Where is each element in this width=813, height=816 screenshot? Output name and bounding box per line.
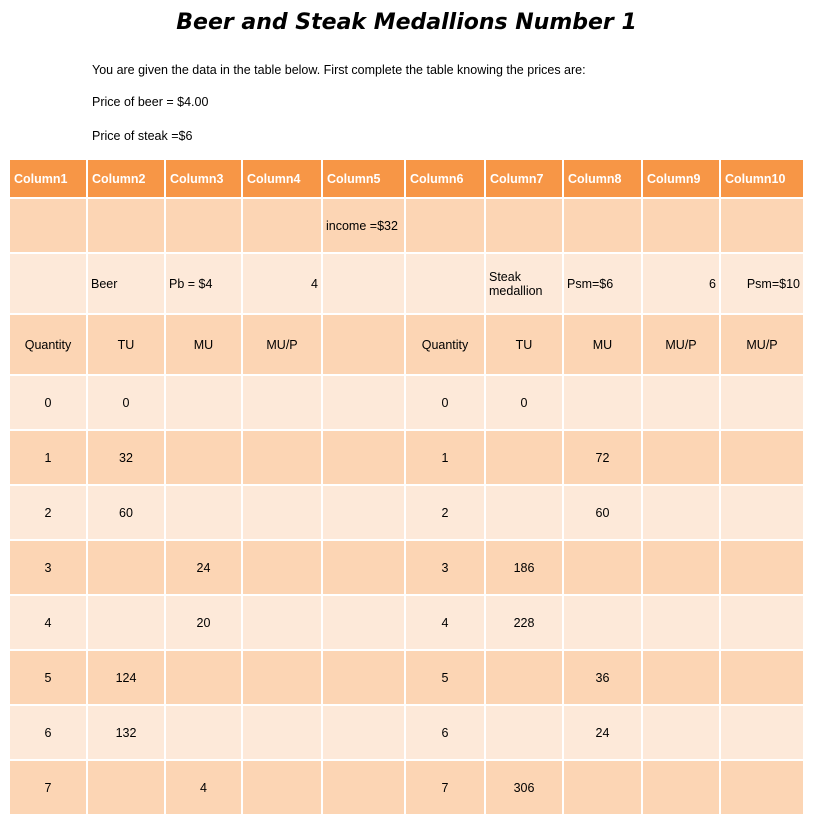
table-cell[interactable] — [243, 486, 321, 541]
header-row — [10, 160, 803, 199]
income-cell[interactable]: income =$32 — [323, 199, 404, 254]
table-cell[interactable] — [643, 596, 719, 651]
table-cell[interactable]: 186 — [486, 541, 562, 596]
table-cell[interactable]: 228 — [486, 596, 562, 651]
table-cell[interactable]: MU/P — [243, 315, 321, 376]
table-cell[interactable]: MU — [166, 315, 241, 376]
table-cell[interactable] — [323, 486, 404, 541]
table-cell[interactable] — [406, 199, 484, 254]
table-cell[interactable] — [643, 199, 719, 254]
table-cell[interactable]: 0 — [10, 376, 86, 431]
table-cell[interactable] — [564, 761, 641, 816]
table-cell[interactable]: MU/P — [643, 315, 719, 376]
table-cell[interactable]: 3 — [406, 541, 484, 596]
header-cell[interactable]: Column3 — [166, 160, 241, 199]
table-cell[interactable]: MU/P — [721, 315, 803, 376]
table-row — [10, 486, 803, 541]
table-cell[interactable]: TU — [88, 315, 164, 376]
table-cell[interactable]: 6 — [10, 706, 86, 761]
table-row — [10, 596, 803, 651]
header-cell[interactable]: Column6 — [406, 160, 484, 199]
table-cell[interactable] — [323, 761, 404, 816]
table-cell[interactable] — [243, 596, 321, 651]
table-cell[interactable] — [721, 431, 803, 486]
table-cell[interactable] — [166, 486, 241, 541]
table-cell[interactable] — [88, 596, 164, 651]
table-cell[interactable]: 60 — [564, 486, 641, 541]
table-cell[interactable] — [323, 431, 404, 486]
table-cell[interactable] — [323, 651, 404, 706]
info-row — [10, 199, 803, 254]
steak-price-cell[interactable]: Psm=$6 — [564, 254, 641, 315]
header-cell[interactable]: Column8 — [564, 160, 641, 199]
table-cell[interactable] — [486, 199, 562, 254]
table-cell[interactable]: 0 — [406, 376, 484, 431]
table-cell[interactable] — [643, 541, 719, 596]
table-cell[interactable] — [643, 376, 719, 431]
table-cell[interactable]: 1 — [406, 431, 484, 486]
table-cell[interactable] — [721, 541, 803, 596]
table-cell[interactable]: 2 — [406, 486, 484, 541]
table-cell[interactable] — [323, 596, 404, 651]
header-cell[interactable]: Column1 — [10, 160, 86, 199]
table-cell[interactable]: 7 — [10, 761, 86, 816]
header-cell[interactable]: Column5 — [323, 160, 404, 199]
table-cell[interactable]: 0 — [88, 376, 164, 431]
table-cell[interactable] — [721, 486, 803, 541]
table-cell[interactable] — [486, 706, 562, 761]
beer-label-cell[interactable]: Beer — [88, 254, 164, 315]
table-cell[interactable] — [721, 596, 803, 651]
steak-price-text: Price of steak =$6 — [92, 129, 193, 143]
header-cell[interactable]: Column10 — [721, 160, 803, 199]
table-cell[interactable]: MU — [564, 315, 641, 376]
table-cell[interactable]: 20 — [166, 596, 241, 651]
table-cell[interactable] — [166, 706, 241, 761]
table-cell[interactable]: 4 — [406, 596, 484, 651]
table-cell[interactable] — [243, 376, 321, 431]
table-cell[interactable] — [10, 254, 86, 315]
table-row — [10, 431, 803, 486]
table-cell[interactable] — [88, 761, 164, 816]
table-cell[interactable]: 3 — [10, 541, 86, 596]
steak-price-alt-cell[interactable]: Psm=$10 — [721, 254, 803, 315]
table-cell[interactable]: 24 — [166, 541, 241, 596]
table-cell[interactable] — [564, 541, 641, 596]
table-cell[interactable]: 5 — [406, 651, 484, 706]
table-cell[interactable]: 5 — [10, 651, 86, 706]
beer-price-text: Price of beer = $4.00 — [92, 95, 209, 109]
table-cell[interactable]: 4 — [166, 761, 241, 816]
table-cell[interactable]: 60 — [88, 486, 164, 541]
beer-price-cell[interactable]: Pb = $4 — [166, 254, 241, 315]
table-cell[interactable] — [323, 254, 404, 315]
table-cell[interactable]: 32 — [88, 431, 164, 486]
table-cell[interactable]: Quantity — [10, 315, 86, 376]
table-cell[interactable]: 24 — [564, 706, 641, 761]
table-cell[interactable]: 124 — [88, 651, 164, 706]
table-cell[interactable] — [88, 541, 164, 596]
table-cell[interactable] — [10, 199, 86, 254]
table-cell[interactable] — [486, 431, 562, 486]
table-cell[interactable]: 72 — [564, 431, 641, 486]
table-cell[interactable]: 1 — [10, 431, 86, 486]
table-cell[interactable]: 132 — [88, 706, 164, 761]
table-cell[interactable] — [243, 706, 321, 761]
table-cell[interactable] — [166, 376, 241, 431]
table-cell[interactable] — [323, 315, 404, 376]
table-cell[interactable] — [166, 651, 241, 706]
table-cell[interactable] — [564, 596, 641, 651]
table-cell[interactable] — [643, 431, 719, 486]
table-cell[interactable] — [323, 376, 404, 431]
header-cell[interactable]: Column4 — [243, 160, 321, 199]
table-cell[interactable]: 0 — [486, 376, 562, 431]
table-row — [10, 761, 803, 816]
table-cell[interactable] — [243, 541, 321, 596]
table-cell[interactable] — [643, 486, 719, 541]
table-cell[interactable] — [721, 651, 803, 706]
table-cell[interactable] — [166, 199, 241, 254]
table-cell[interactable]: 36 — [564, 651, 641, 706]
table-cell[interactable] — [721, 706, 803, 761]
table-cell[interactable] — [643, 706, 719, 761]
header-cell[interactable]: Column7 — [486, 160, 562, 199]
table-cell[interactable] — [243, 199, 321, 254]
table-cell[interactable] — [721, 761, 803, 816]
table-cell[interactable]: 6 — [406, 706, 484, 761]
table-cell[interactable]: 4 — [10, 596, 86, 651]
table-cell[interactable]: 7 — [406, 761, 484, 816]
table-cell[interactable] — [486, 486, 562, 541]
column-label-row — [10, 315, 803, 376]
table-cell[interactable] — [406, 254, 484, 315]
header-cell[interactable]: Column2 — [88, 160, 164, 199]
table-cell[interactable]: 2 — [10, 486, 86, 541]
table-cell[interactable] — [721, 376, 803, 431]
page-title: Beer and Steak Medallions Number 1 — [176, 10, 637, 35]
table-cell[interactable] — [564, 199, 641, 254]
table-cell[interactable] — [166, 431, 241, 486]
table-cell[interactable] — [643, 761, 719, 816]
label-row — [10, 254, 803, 315]
table-cell[interactable] — [243, 761, 321, 816]
table-cell[interactable] — [486, 651, 562, 706]
table-cell[interactable] — [243, 431, 321, 486]
steak-price-value-cell[interactable]: 6 — [643, 254, 719, 315]
beer-price-value-cell[interactable]: 4 — [243, 254, 321, 315]
steak-label-cell[interactable]: Steak medallion — [486, 254, 562, 315]
table-cell[interactable]: Quantity — [406, 315, 484, 376]
instructions-text: You are given the data in the table below. First complete the table knowing the prices are: — [92, 63, 586, 77]
table-row — [10, 706, 803, 761]
table-cell[interactable] — [88, 199, 164, 254]
table-cell[interactable] — [323, 541, 404, 596]
table-row — [10, 651, 803, 706]
table-cell[interactable] — [323, 706, 404, 761]
table-cell[interactable] — [564, 376, 641, 431]
table-cell[interactable] — [243, 651, 321, 706]
utility-table — [8, 160, 805, 816]
table-row — [10, 376, 803, 431]
table-cell[interactable] — [643, 651, 719, 706]
table-cell[interactable] — [721, 199, 803, 254]
table-row — [10, 541, 803, 596]
table-cell[interactable]: 306 — [486, 761, 562, 816]
header-cell[interactable]: Column9 — [643, 160, 719, 199]
table-cell[interactable]: TU — [486, 315, 562, 376]
